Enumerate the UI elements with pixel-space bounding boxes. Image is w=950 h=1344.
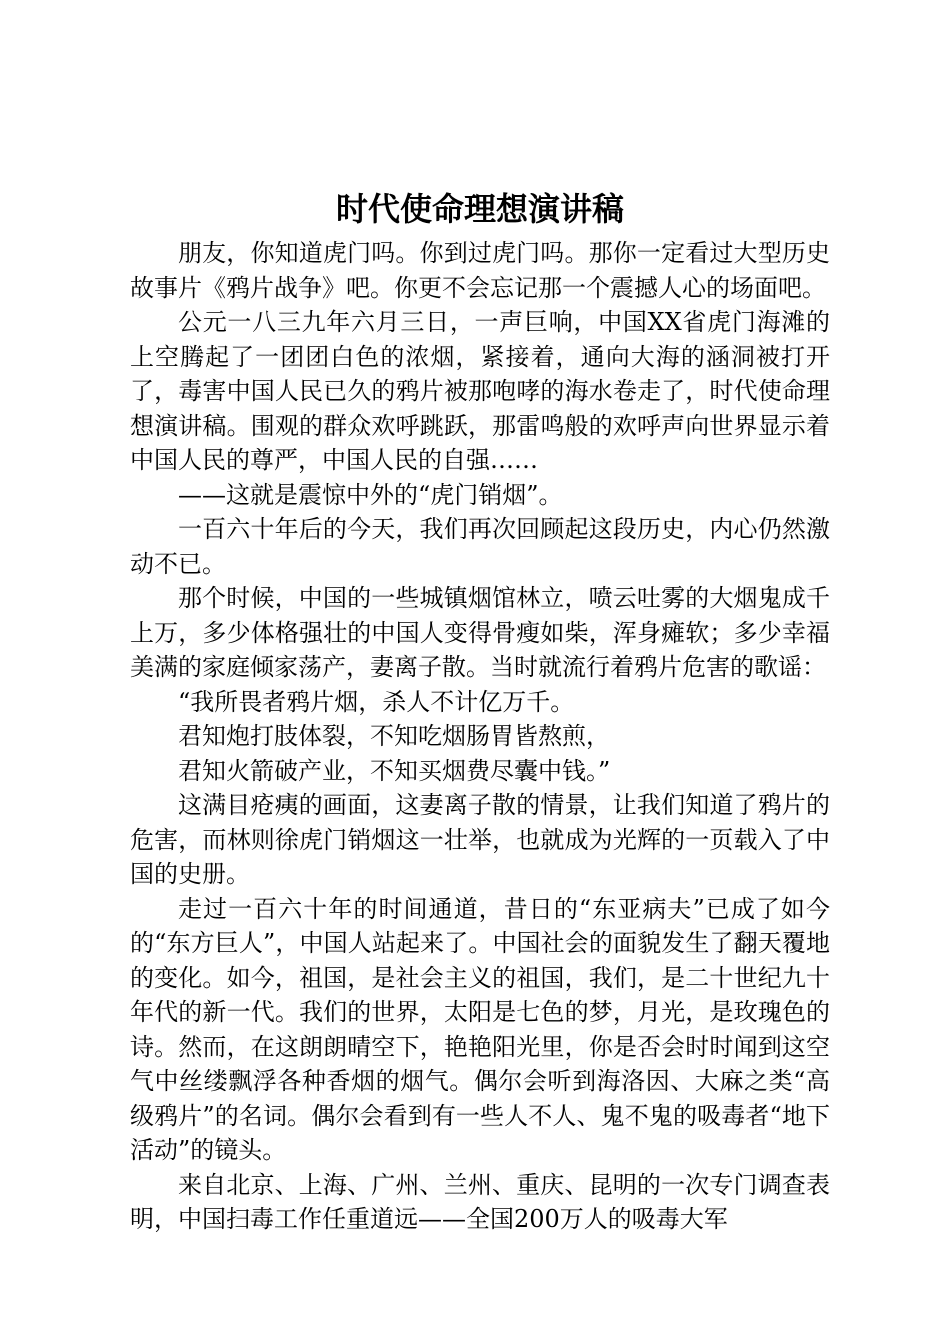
document-title: 时代使命理想演讲稿 xyxy=(335,190,624,228)
verse-line: 君知火箭破产业，不知买烟费尽囊中钱。” xyxy=(178,756,611,785)
document-body xyxy=(130,236,830,1237)
paragraph: 这满目疮痍的画面，这妻离子散的情景，让我们知道了鸦片的危害，而林则徐虎门销烟这一壮举，也就成为光辉的一页载入了中国的史册。 xyxy=(130,791,830,888)
verse-line: 君知炮打肢体裂，不知吃烟肠胃皆熬煎， xyxy=(178,722,610,750)
paragraph: 那个时候，中国的一些城镇烟馆林立，喷云吐雾的大烟鬼成千上万，多少体格强壮的中国人变得骨瘦如柴，浑身瘫软；多少幸福美满的家庭倾家荡产，妻离子散。当时就流行着鸦片危害的歌谣： xyxy=(130,584,830,681)
paragraph: 一百六十年后的今天，我们再次回顾起这段历史，内心仍然激动不已。 xyxy=(130,515,830,578)
paragraph: 走过一百六十年的时间通道，昔日的“东亚病夫”已成了如今的“东方巨人”，中国人站起来了。中国社会的面貌发生了翻天覆地的变化。如今，祖国，是社会主义的祖国，我们，是二十世纪九十年代的新一代。我们的世界，太阳是七色的梦，月光，是玫瑰色的诗。然而，在这朗朗晴空下，艳艳阳光里，你是否会时时闻到这空气中丝缕飘浮各种香烟的烟气。偶尔会听到海洛因、大麻之类“高级鸦片”的名词。偶尔会看到有一些人不人、鬼不鬼的吸毒者“地下活动”的镜头。 xyxy=(130,894,830,1164)
paragraph: ——这就是震惊中外的“虎门销烟”。 xyxy=(178,480,563,509)
verse-line: “我所畏者鸦片烟，杀人不计亿万千。 xyxy=(178,687,575,716)
paragraph: 公元一八三九年六月三日，一声巨响，中国XX省虎门海滩的上空腾起了一团团白色的浓烟，紧接着，通向大海的涵洞被打开了，毒害中国人民已久的鸦片被那咆哮的海水卷走了，时代使命理想演讲稿。围观的群众欢呼跳跃，那雷鸣般的欢呼声向世界显示着中国人民的尊严，中国人民的自强…… xyxy=(130,308,830,474)
paragraph: 朋友，你知道虎门吗。你到过虎门吗。那你一定看过大型历史故事片《鸦片战争》吧。你更不会忘记那一个震撼人心的场面吧。 xyxy=(130,239,830,302)
paragraph: 来自北京、上海、广州、兰州、重庆、昆明的一次专门调查表明，中国扫毒工作任重道远——全国200万人的吸毒大军 xyxy=(130,1170,830,1233)
